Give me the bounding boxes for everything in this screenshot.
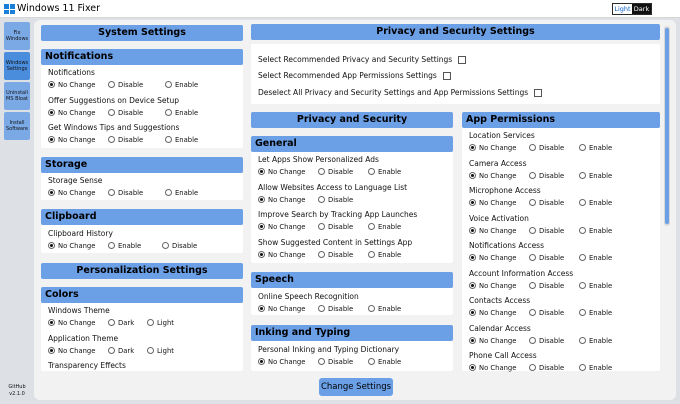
radio-option[interactable]: Disable	[108, 188, 165, 197]
radio-option[interactable]: Disable	[162, 241, 197, 250]
radio-option[interactable]: Light	[147, 318, 174, 327]
radio-option[interactable]: Disable	[108, 135, 165, 144]
radio-option[interactable]: No Change	[48, 241, 108, 250]
radio-option[interactable]: No Change	[469, 171, 529, 180]
radio-option[interactable]: No Change	[258, 357, 318, 366]
calendar-access-label: Calendar Access	[469, 324, 531, 333]
radio-option[interactable]: No Change	[258, 250, 318, 259]
track-app-launches-label: Improve Search by Tracking App Launches	[258, 210, 418, 219]
change-settings-button[interactable]: Change Settings	[319, 378, 393, 396]
select-recommended-privacy-label: Select Recommended Privacy and Security Settings	[258, 55, 453, 64]
radio-option[interactable]: Dark	[108, 346, 147, 355]
radio-option[interactable]: Enable	[368, 304, 401, 313]
radio-option[interactable]: No Change	[258, 195, 318, 204]
radio-option[interactable]: Disable	[318, 357, 368, 366]
radio-option[interactable]: No Change	[469, 226, 529, 235]
camera-access-label: Camera Access	[469, 159, 527, 168]
contacts-access-radio-group	[469, 308, 612, 317]
radio-option[interactable]: Disable	[318, 167, 368, 176]
theme-light-option[interactable]: Light	[614, 5, 631, 13]
inking-dictionary-label: Personal Inking and Typing Dictionary	[258, 345, 400, 354]
windows-logo-icon	[4, 4, 14, 14]
radio-option[interactable]: No Change	[258, 222, 318, 231]
radio-option[interactable]: Enable	[579, 226, 612, 235]
radio-option[interactable]: Enable	[579, 336, 612, 345]
radio-option[interactable]: Enable	[165, 108, 198, 117]
radio-option[interactable]: Disable	[529, 253, 579, 262]
scrollbar-thumb[interactable]	[665, 28, 669, 224]
radio-option[interactable]: Enable	[368, 250, 401, 259]
radio-option[interactable]: Enable	[579, 281, 612, 290]
contacts-access-label: Contacts Access	[469, 296, 531, 305]
radio-option[interactable]: Disable	[529, 198, 579, 207]
radio-option[interactable]: No Change	[48, 80, 108, 89]
online-speech-radio-group	[258, 304, 401, 313]
select-recommended-permissions-label: Select Recommended App Permissions Settings	[258, 71, 437, 80]
title-bar	[0, 0, 680, 18]
privacy-security-header: Privacy and Security	[251, 112, 453, 128]
phone-call-access-radio-group	[469, 363, 612, 372]
sidebar-footer	[4, 384, 30, 398]
voice-activation-label: Voice Activation	[469, 214, 529, 223]
radio-option[interactable]: Disable	[529, 281, 579, 290]
radio-option[interactable]: Enable	[368, 222, 401, 231]
microphone-access-label: Microphone Access	[469, 186, 541, 195]
github-link[interactable]: GitHub	[8, 384, 26, 390]
radio-option[interactable]: No Change	[48, 135, 108, 144]
radio-option[interactable]: Enable	[165, 80, 198, 89]
radio-option[interactable]: Enable	[108, 241, 162, 250]
radio-option[interactable]: Disable	[529, 363, 579, 372]
location-services-radio-group	[469, 143, 612, 152]
radio-option[interactable]: No Change	[469, 363, 529, 372]
radio-option[interactable]: No Change	[469, 198, 529, 207]
radio-option[interactable]: Enable	[579, 171, 612, 180]
radio-option[interactable]: Enable	[368, 167, 401, 176]
clipboard-history-label: Clipboard History	[48, 229, 113, 238]
windows-theme-label: Windows Theme	[48, 306, 110, 315]
account-info-access-radio-group	[469, 281, 612, 290]
suggested-content-radio-group	[258, 250, 401, 259]
deselect-all-label: Deselect All Privacy and Security Settings and App Permissions Settings	[258, 88, 529, 97]
camera-access-radio-group	[469, 171, 612, 180]
general-header: General	[251, 136, 453, 152]
notifications-label: Notifications	[48, 68, 95, 77]
theme-dark-option[interactable]: Dark	[633, 5, 650, 13]
windows-tips-label: Get Windows Tips and Suggestions	[48, 123, 180, 132]
calendar-access-radio-group	[469, 336, 612, 345]
privacy-settings-header: Privacy and Security Settings	[251, 24, 660, 40]
suggestions-setup-label: Offer Suggestions on Device Setup	[48, 96, 179, 105]
deselect-all-row[interactable]	[258, 88, 542, 97]
application-theme-radio-group	[48, 346, 174, 355]
radio-option[interactable]: No Change	[258, 304, 318, 313]
radio-option[interactable]: Disable	[318, 250, 368, 259]
windows-tips-radio-group	[48, 135, 198, 144]
personalized-ads-radio-group	[258, 167, 401, 176]
personalization-header: Personalization Settings	[41, 263, 243, 279]
windows-theme-radio-group	[48, 318, 174, 327]
suggestions-setup-radio-group	[48, 108, 198, 117]
radio-option[interactable]: No Change	[48, 108, 108, 117]
deselect-all-checkbox[interactable]	[534, 89, 542, 97]
sidebar-item-uninstall-bloat[interactable]: Uninstall MS Bloat	[4, 82, 30, 110]
radio-option[interactable]: Disable	[318, 222, 368, 231]
radio-option[interactable]: Disable	[108, 80, 165, 89]
system-settings-header: System Settings	[41, 25, 243, 41]
inking-header: Inking and Typing	[251, 325, 453, 341]
radio-option[interactable]: No Change	[469, 253, 529, 262]
clipboard-header: Clipboard	[41, 209, 243, 225]
suggested-content-label: Show Suggested Content in Settings App	[258, 238, 413, 247]
location-services-label: Location Services	[469, 131, 535, 140]
language-list-label: Allow Websites Access to Language List	[258, 183, 408, 192]
radio-option[interactable]: Enable	[579, 198, 612, 207]
app-permissions-header: App Permissions	[462, 112, 660, 128]
storage-sense-label: Storage Sense	[48, 176, 103, 185]
application-theme-label: Application Theme	[48, 334, 119, 343]
sidebar-item-install-software[interactable]: Install Software	[4, 112, 30, 140]
radio-option[interactable]: Disable	[529, 336, 579, 345]
radio-option[interactable]: No Change	[469, 336, 529, 345]
notifications-radio-group	[48, 80, 198, 89]
radio-option[interactable]: Disable	[529, 226, 579, 235]
account-info-access-label: Account Information Access	[469, 269, 574, 278]
version-label: v2.1.0	[9, 391, 25, 397]
radio-option[interactable]: No Change	[48, 318, 108, 327]
radio-option[interactable]: No Change	[469, 308, 529, 317]
storage-header: Storage	[41, 157, 243, 173]
select-recommended-permissions-row[interactable]	[258, 71, 451, 80]
radio-option[interactable]: Dark	[108, 318, 147, 327]
online-speech-label: Online Speech Recognition	[258, 292, 359, 301]
notifications-access-radio-group	[469, 253, 612, 262]
radio-option[interactable]: Enable	[579, 253, 612, 262]
transparency-effects-label: Transparency Effects	[48, 361, 126, 370]
radio-option[interactable]: No Change	[258, 167, 318, 176]
radio-option[interactable]: Light	[147, 346, 174, 355]
radio-option[interactable]: Enable	[579, 363, 612, 372]
window-title: Windows 11 Fixer	[17, 3, 101, 14]
radio-option[interactable]: Disable	[529, 143, 579, 152]
inking-dictionary-radio-group	[258, 357, 401, 366]
radio-option[interactable]: Disable	[529, 171, 579, 180]
select-recommended-privacy-row[interactable]	[258, 55, 466, 64]
radio-option[interactable]: Enable	[165, 135, 198, 144]
sidebar	[4, 22, 30, 142]
radio-option[interactable]: No Change	[48, 188, 108, 197]
radio-option[interactable]: Enable	[579, 308, 612, 317]
radio-option[interactable]: No Change	[469, 281, 529, 290]
radio-option[interactable]: Disable	[529, 308, 579, 317]
language-list-radio-group	[258, 195, 353, 204]
phone-call-access-label: Phone Call Access	[469, 351, 537, 360]
track-app-launches-radio-group	[258, 222, 401, 231]
radio-option[interactable]: No Change	[469, 143, 529, 152]
radio-option[interactable]: Enable	[579, 143, 612, 152]
storage-sense-radio-group	[48, 188, 198, 197]
clipboard-history-radio-group	[48, 241, 197, 250]
select-recommended-permissions-checkbox[interactable]	[443, 72, 451, 80]
notifications-header: Notifications	[41, 49, 243, 65]
sidebar-item-fix-windows[interactable]: Fix Windows	[4, 22, 30, 50]
theme-toggle[interactable]	[612, 3, 652, 15]
sidebar-item-windows-settings[interactable]: Windows Settings	[4, 52, 30, 80]
notifications-access-label: Notifications Access	[469, 241, 544, 250]
colors-header: Colors	[41, 287, 243, 303]
voice-activation-radio-group	[469, 226, 612, 235]
radio-option[interactable]: Disable	[108, 108, 165, 117]
radio-option[interactable]: Disable	[318, 304, 368, 313]
radio-option[interactable]: Enable	[165, 188, 198, 197]
speech-header: Speech	[251, 272, 453, 288]
vertical-scrollbar[interactable]	[664, 26, 670, 226]
radio-option[interactable]: Enable	[368, 357, 401, 366]
personalized-ads-label: Let Apps Show Personalized Ads	[258, 155, 379, 164]
microphone-access-radio-group	[469, 198, 612, 207]
radio-option[interactable]: No Change	[48, 346, 108, 355]
select-recommended-privacy-checkbox[interactable]	[458, 56, 466, 64]
radio-option[interactable]: Disable	[318, 195, 353, 204]
